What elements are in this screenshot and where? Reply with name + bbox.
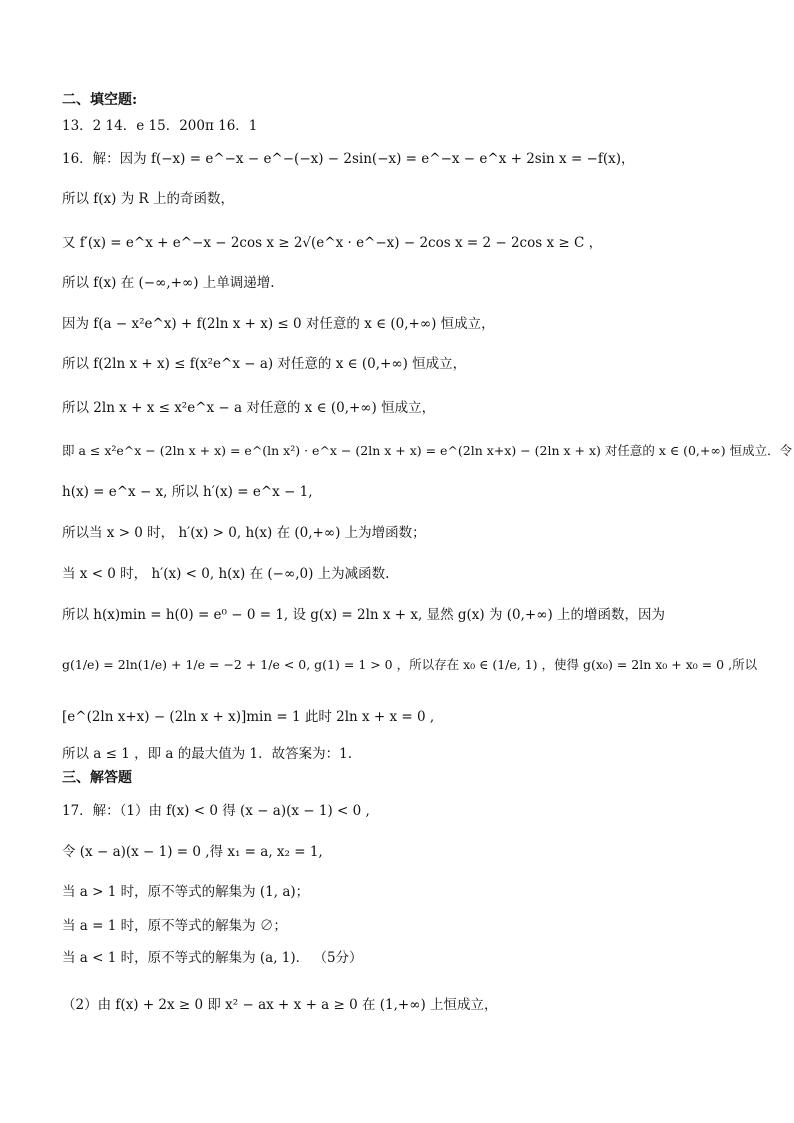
q16-line-8: 即 a ≤ x²e^x − (2ln x + x) = e^(ln x²) · e^x − (2ln x + x) = e^(2ln x+x) − (2ln x + x) 对任意的 x ∈ (0,+∞) 恒成立．令 xyxy=(62,443,793,458)
q17-line-3: 当 a > 1 时，原不等式的解集为 (1, a)； xyxy=(62,884,310,900)
q17-line-1: 17．解：（1）由 f(x) < 0 得 (x − a)(x − 1) < 0 , xyxy=(62,803,370,819)
q17-line-6: （2）由 f(x) + 2x ≥ 0 即 x² − ax + x + a ≥ 0 在 (1,+∞) 上恒成立， xyxy=(62,997,498,1013)
q16-line-9: h(x) = e^x − x, 所以 h′(x) = e^x − 1, xyxy=(62,484,313,500)
fill-blank-answers: 13．2 14．e 15．200π 16．1 xyxy=(62,118,258,134)
q16-line-15: 所以 a ≤ 1 ，即 a 的最大值为 1．故答案为：1. xyxy=(62,746,353,762)
q16-line-1: 16．解：因为 f(−x) = e^−x − e^−(−x) − 2sin(−x) = e^−x − e^x + 2sin x = −f(x)， xyxy=(62,151,635,167)
q16-line-10: 所以当 x > 0 时， h′(x) > 0, h(x) 在 (0,+∞) 上为增函数； xyxy=(62,525,426,541)
section-heading-solve: 三、解答题 xyxy=(62,770,132,786)
q16-line-7: 所以 2ln x + x ≤ x²e^x − a 对任意的 x ∈ (0,+∞) 恒成立， xyxy=(62,400,436,416)
q17-line-5: 当 a < 1 时，原不等式的解集为 (a, 1)． （5分） xyxy=(62,950,363,966)
q16-line-12: 所以 h(x)min = h(0) = e⁰ − 0 = 1, 设 g(x) = 2ln x + x, 显然 g(x) 为 (0,+∞) 上的增函数，因为 xyxy=(62,607,665,623)
q16-line-13: g(1/e) = 2ln(1/e) + 1/e = −2 + 1/e < 0, g(1) = 1 > 0 ，所以存在 x₀ ∈ (1/e, 1) ，使得 g(x₀) = 2ln x₀ + x₀ = 0 ,所以 xyxy=(62,657,758,672)
q16-line-3: 又 f′(x) = e^x + e^−x − 2cos x ≥ 2√(e^x · e^−x) − 2cos x = 2 − 2cos x ≥ C ， xyxy=(62,235,603,251)
q16-line-11: 当 x < 0 时， h′(x) < 0, h(x) 在 (−∞,0) 上为减函数. xyxy=(62,566,390,582)
q16-line-14: [e^(2ln x+x) − (2ln x + x)]min = 1 此时 2ln x + x = 0 , xyxy=(62,709,435,725)
section-heading-fill-blank: 二、填空题: xyxy=(62,92,138,108)
q17-line-4: 当 a = 1 时，原不等式的解集为 ∅； xyxy=(62,918,287,934)
q16-line-4: 所以 f(x) 在 (−∞,+∞) 上单调递增. xyxy=(62,275,275,291)
q16-line-6: 所以 f(2ln x + x) ≤ f(x²e^x − a) 对任意的 x ∈ (0,+∞) 恒成立， xyxy=(62,356,467,372)
q16-line-2: 所以 f(x) 为 R 上的奇函数， xyxy=(62,191,234,207)
q16-line-5: 因为 f(a − x²e^x) + f(2ln x + x) ≤ 0 对任意的 x ∈ (0,+∞) 恒成立， xyxy=(62,316,495,332)
q17-line-2: 令 (x − a)(x − 1) = 0 ,得 x₁ = a, x₂ = 1, xyxy=(62,844,323,860)
